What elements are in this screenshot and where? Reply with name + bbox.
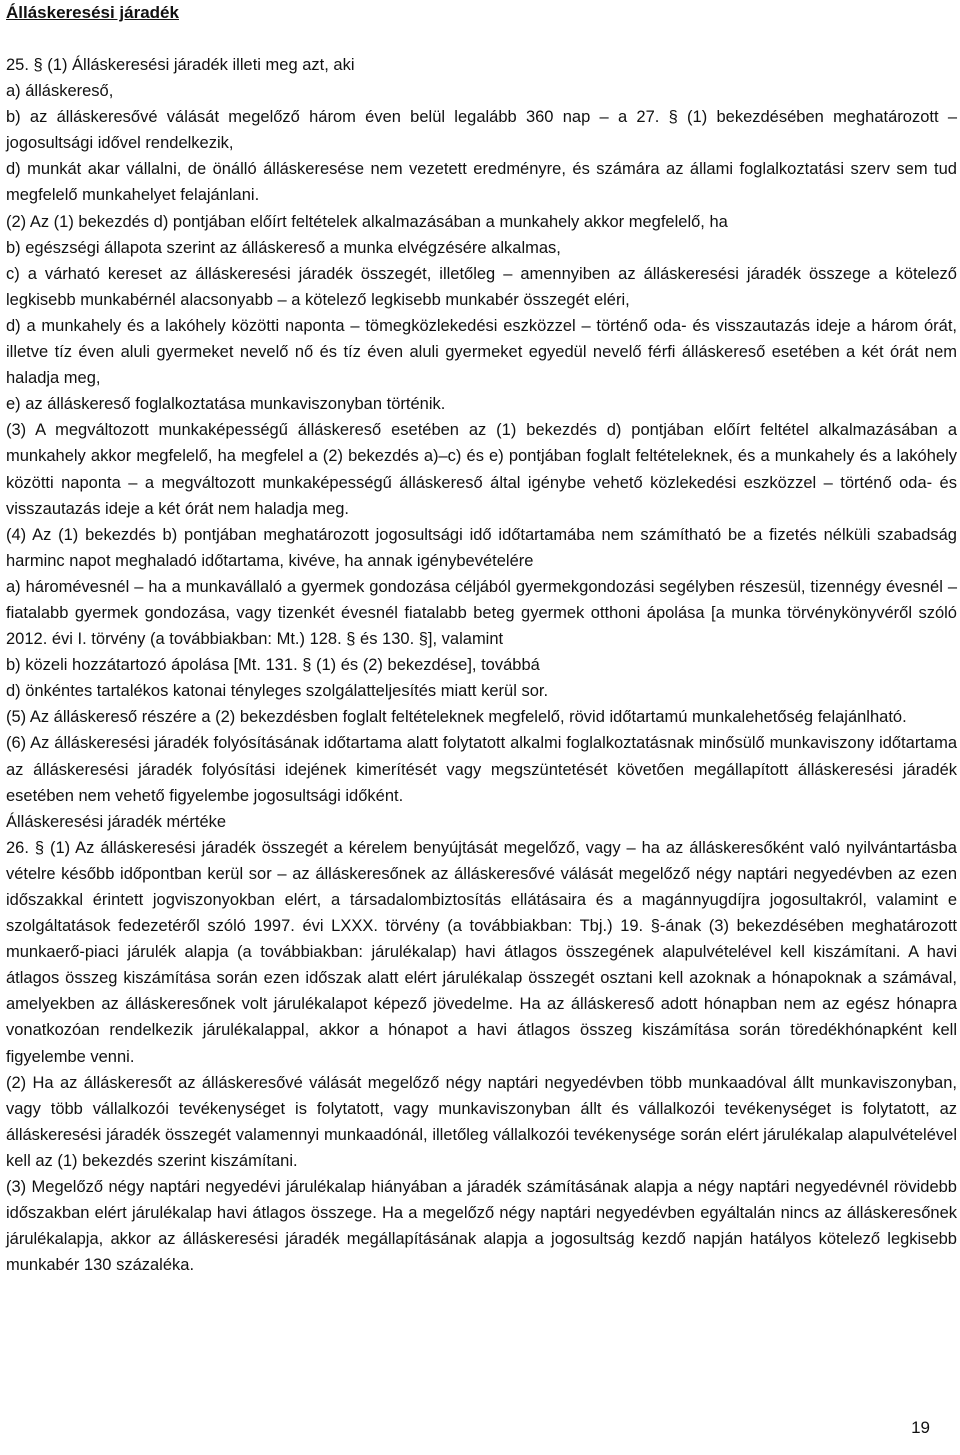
paragraph: 26. § (1) Az álláskeresési járadék összegét a kérelem benyújtását megelőző, vagy – ha az álláskeresőként való nyilvántartásba vételre később időpontban kerül sor – az álláskeresőnek az álláskeresővé válását megelőző négy naptári negyedévben az ezen időszakkal érintett jogviszonyokban elért, a társadalombiztosítás ellátásaira és a magánnyugdíjra jogosultakról, valamint e szolgáltatások fedezetéről szóló 1997. évi LXXX. törvény (a továbbiakban: Tbj.) 19. §-ának (3) bekezdésében meghatározott munkaerő-piaci járulék alapja (a továbbiakban: járulékalap) havi átlagos összegének alapulvételével kell kiszámítani. A havi átlagos összeg kiszámítása során ezen időszak alatt elért járulékalap összegét osztani kell azoknak a hónapoknak a számával, amelyekben az álláskeresőnek volt járulékalapot képező jövedelme. Ha az álláskereső adott hónapban nem az egész hónapra vonatkozóan rendelkezik járulékalappal, akkor a hónapot a havi átlagos összeg kiszámítása során töredékhónapként kell figyelembe venni. bbox=[6, 838, 957, 1066]
paragraph: b) közeli hozzátartozó ápolása [Mt. 131. § (1) és (2) bekezdése], továbbá bbox=[6, 656, 540, 675]
paragraph: 25. § (1) Álláskeresési járadék illeti meg azt, aki bbox=[6, 56, 355, 74]
section-title: Álláskeresési járadék bbox=[6, 3, 179, 22]
paragraph: b) az álláskeresővé válását megelőző három éven belül legalább 360 nap – a 27. § (1) bekezdésében meghatározott – jogosultsági idővel rendelkezik, bbox=[6, 108, 957, 153]
paragraph: (5) Az álláskereső részére a (2) bekezdésben foglalt feltételeknek megfelelő, rövid időtartamú munkalehetőség felajánlható. bbox=[6, 708, 907, 727]
paragraph: (3) Megelőző négy naptári negyedévi járulékalap hiányában a járadék számításának alapja a négy naptári negyedévnél rövidebb időszakban elért járulékalap havi átlagos összege. Ha a megelőző négy naptári negyedévben egyáltalán nincs az álláskeresőnek járulékalapja, akkor az álláskeresési járadék megállapításának alapja a jogosultság kezdő napján hatályos kötelező legkisebb munkabér 130 százaléka. bbox=[6, 1178, 957, 1275]
paragraph: d) önkéntes tartalékos katonai tényleges szolgálatteljesítés miatt kerül sor. bbox=[6, 682, 549, 701]
paragraph: (2) Az (1) bekezdés d) pontjában előírt feltételek alkalmazásában a munkahely akkor megfelelő, ha bbox=[6, 212, 728, 231]
page-number: 19 bbox=[911, 1418, 930, 1437]
paragraph: e) az álláskereső foglalkoztatása munkaviszonyban történik. bbox=[6, 395, 446, 414]
paragraph: a) háromévesnél – ha a munkavállaló a gyermek gondozása céljából gyermekgondozási segélyben részesül, tizennégy évesnél – fiatalabb gyermek gondozása, vagy tizenkét évesnél fiatalabb beteg gyermek otthoni ápolása [a munka törvénykönyvéről szóló 2012. évi I. törvény (a továbbiakban: Mt.) 128. § és 130. §], valamint bbox=[6, 577, 957, 649]
paragraph: (6) Az álláskeresési járadék folyósításának időtartama alatt folytatott alkalmi foglalkoztatásnak minősülő munkaviszony időtartama az álláskeresési járadék folyósítási idejének kimerítését vagy megszüntetését követően megállapított álláskeresési járadék esetében nem vehető figyelembe jogosultsági időként. bbox=[6, 734, 957, 805]
paragraph: (3) A megváltozott munkaképességű álláskereső esetében az (1) bekezdés d) pontjában előírt feltétel alkalmazásában a munkahely akkor megfelelő, ha megfelel a (2) bekezdés a)–c) és e) pontjában foglalt feltételeknek, és a munkahely és a lakóhely közötti naponta – a megváltozott munkaképességű álláskereső által igénybe vehető közlekedési eszközzel – történő oda- és visszautazás ideje a két órát nem haladja meg. bbox=[6, 421, 957, 518]
paragraph: (4) Az (1) bekezdés b) pontjában meghatározott jogosultsági idő időtartamába nem számítható be a fizetés nélküli szabadság harminc napot meghaladó időtartama, kivéve, ha annak igénybevételére bbox=[6, 525, 957, 570]
paragraph: d) a munkahely és a lakóhely közötti naponta – tömegközlekedési eszközzel – történő oda- és visszautazás ideje a három órát, illetve tíz éven aluli gyermeket nevelő nő és tíz éven aluli gyermeket egyedül nevelő férfi álláskereső esetében a két órát nem haladja meg, bbox=[6, 316, 957, 388]
paragraph: b) egészségi állapota szerint az álláskereső a munka elvégzésére alkalmas, bbox=[6, 238, 561, 257]
spacer bbox=[6, 25, 957, 52]
paragraph: a) álláskereső, bbox=[6, 82, 114, 101]
body-text bbox=[6, 52, 957, 1278]
subsection-heading: Álláskeresési járadék mértéke bbox=[6, 812, 227, 831]
paragraph: d) munkát akar vállalni, de önálló álláskeresése nem vezetett eredményre, és számára az állami foglalkoztatási szerv sem tud megfelelő munkahelyet felajánlani. bbox=[6, 160, 957, 205]
paragraph: c) a várható kereset az álláskeresési járadék összegét, illetőleg – amennyiben az álláskeresési járadék összege a kötelező legkisebb munkabérnél alacsonyabb – a kötelező legkisebb munkabér összegét eléri, bbox=[6, 264, 957, 309]
document-page bbox=[6, 0, 957, 1278]
paragraph: (2) Ha az álláskeresőt az álláskeresővé válását megelőző négy naptári negyedévben több munkaadóval állt munkaviszonyban, vagy több vállalkozói tevékenységet is folytatott, vagy munkaviszonyban állt és vállalkozói tevékenységet is folytatott, az álláskeresési járadék összegét valamennyi munkaadónál, illetőleg vállalkozói tevékenysége során elért járulékalap alapulvételével kell az (1) bekezdés szerint kiszámítani. bbox=[6, 1073, 957, 1170]
